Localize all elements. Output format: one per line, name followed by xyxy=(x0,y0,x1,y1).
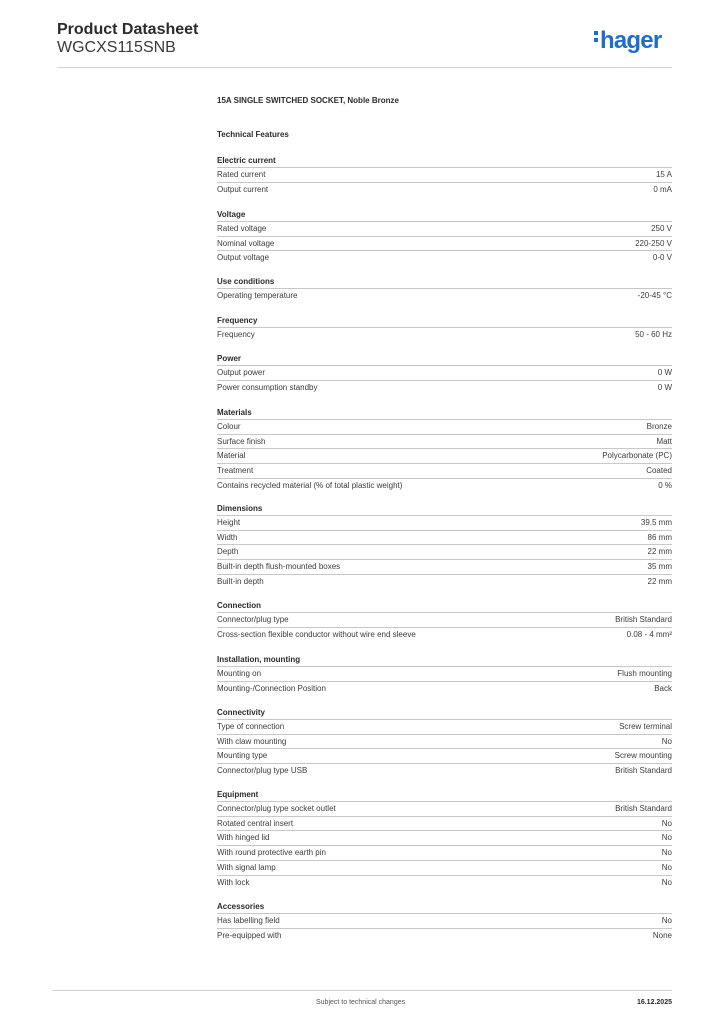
spec-value: 39.5 mm xyxy=(640,518,672,527)
spec-row xyxy=(217,221,672,236)
spec-label: Mounting-/Connection Position xyxy=(217,683,326,693)
spec-label: Treatment xyxy=(217,466,254,476)
spec-row xyxy=(217,327,672,342)
technical-features-title: Technical Features xyxy=(217,130,289,139)
spec-value: British Standard xyxy=(615,766,672,776)
spec-row xyxy=(217,830,672,845)
spec-label: Material xyxy=(217,451,246,461)
spec-row xyxy=(217,627,672,642)
spec-row xyxy=(217,763,672,778)
spec-row xyxy=(217,875,672,890)
spec-row xyxy=(217,559,672,574)
product-name: 15A SINGLE SWITCHED SOCKET, Noble Bronze xyxy=(217,96,399,105)
logo-dots-icon xyxy=(594,31,598,45)
spec-label: With signal lamp xyxy=(217,862,276,872)
spec-value: -20-45 °C xyxy=(637,291,672,300)
spec-label: Contains recycled material (% of total plastic weight) xyxy=(217,480,403,490)
spec-value: 35 mm xyxy=(647,562,672,572)
spec-value: 0 W xyxy=(657,368,672,377)
spec-label: Output voltage xyxy=(217,253,270,263)
spec-value: Back xyxy=(654,683,672,693)
spec-row xyxy=(217,845,672,860)
spec-value: No xyxy=(661,736,672,746)
spec-row xyxy=(217,734,672,749)
spec-row xyxy=(217,860,672,875)
spec-row xyxy=(217,419,672,434)
section-title: Electric current xyxy=(217,156,276,165)
spec-row xyxy=(217,530,672,545)
spec-value: 0.08 - 4 mm² xyxy=(626,629,672,639)
spec-label: Height xyxy=(217,518,241,527)
spec-row xyxy=(217,250,672,265)
spec-row xyxy=(217,288,672,303)
spec-value: Coated xyxy=(646,466,672,476)
spec-value: Matt xyxy=(656,436,672,446)
section-title: Use conditions xyxy=(217,277,275,286)
footer-note: Subject to technical changes xyxy=(316,999,406,1006)
section-title: Materials xyxy=(217,408,252,417)
spec-row xyxy=(217,365,672,380)
logo-text: hager xyxy=(600,27,662,54)
spec-label: Built-in depth flush-mounted boxes xyxy=(217,562,341,572)
spec-value: No xyxy=(661,833,672,843)
spec-value: 15 A xyxy=(655,170,672,179)
spec-row xyxy=(217,666,672,681)
header-divider xyxy=(57,67,672,68)
spec-label: Surface finish xyxy=(217,436,266,446)
spec-label: Connector/plug type socket outlet xyxy=(217,804,336,813)
spec-label: Cross-section flexible conductor without wire end sleeve xyxy=(217,629,416,639)
spec-row xyxy=(217,612,672,627)
spec-label: Pre-equipped with xyxy=(217,930,282,940)
spec-value: 0 mA xyxy=(653,184,672,194)
spec-value: British Standard xyxy=(615,615,672,624)
spec-label: Output power xyxy=(217,368,266,377)
spec-label: Built-in depth xyxy=(217,576,264,586)
section-title: Connectivity xyxy=(217,708,266,717)
spec-value: 22 mm xyxy=(647,547,672,557)
spec-label: Output current xyxy=(217,184,269,194)
spec-row xyxy=(217,478,672,493)
spec-value: 22 mm xyxy=(647,576,672,586)
page-title: Product Datasheet xyxy=(57,21,199,38)
spec-row xyxy=(217,801,672,816)
spec-value: 250 V xyxy=(651,224,672,233)
spec-label: With lock xyxy=(217,877,250,887)
spec-label: Rated voltage xyxy=(217,224,267,233)
spec-row xyxy=(217,748,672,763)
spec-label: With hinged lid xyxy=(217,833,270,843)
section-title: Voltage xyxy=(217,210,246,219)
spec-row xyxy=(217,574,672,589)
section-title: Equipment xyxy=(217,790,259,799)
spec-value: 86 mm xyxy=(647,532,672,542)
spec-row xyxy=(217,236,672,251)
spec-row xyxy=(217,380,672,395)
spec-row xyxy=(217,544,672,559)
spec-row xyxy=(217,515,672,530)
footer-divider xyxy=(52,990,672,991)
spec-row xyxy=(217,719,672,734)
spec-label: Mounting on xyxy=(217,669,262,678)
spec-value: None xyxy=(652,930,672,940)
spec-row xyxy=(217,434,672,449)
spec-value: No xyxy=(661,818,672,828)
section-title: Connection xyxy=(217,601,261,610)
spec-label: Has labelling field xyxy=(217,916,280,925)
spec-label: Frequency xyxy=(217,330,255,339)
spec-value: 0 W xyxy=(657,382,672,392)
spec-row xyxy=(217,681,672,696)
spec-row xyxy=(217,448,672,463)
spec-label: Type of connection xyxy=(217,722,285,731)
spec-value: No xyxy=(661,877,672,887)
spec-row xyxy=(217,816,672,831)
spec-value: Polycarbonate (PC) xyxy=(602,451,672,461)
spec-value: No xyxy=(661,916,672,925)
spec-label: With round protective earth pin xyxy=(217,848,326,858)
spec-value: British Standard xyxy=(615,804,672,813)
spec-value: 0-0 V xyxy=(652,253,672,263)
hager-logo xyxy=(594,27,661,55)
section-title: Dimensions xyxy=(217,504,263,513)
spec-row xyxy=(217,913,672,928)
spec-label: Operating temperature xyxy=(217,291,298,300)
spec-value: Screw terminal xyxy=(619,722,672,731)
spec-label: Colour xyxy=(217,422,241,431)
section-title: Power xyxy=(217,354,242,363)
spec-value: 220-250 V xyxy=(635,238,672,248)
spec-value: Flush mounting xyxy=(617,669,672,678)
spec-value: No xyxy=(661,862,672,872)
spec-label: Nominal voltage xyxy=(217,238,275,248)
spec-row xyxy=(217,167,672,182)
spec-label: Width xyxy=(217,532,238,542)
spec-row xyxy=(217,182,672,197)
spec-label: Rotated central insert xyxy=(217,818,294,828)
section-title: Installation, mounting xyxy=(217,655,301,664)
spec-row xyxy=(217,463,672,478)
spec-label: Depth xyxy=(217,547,239,557)
spec-label: With claw mounting xyxy=(217,736,287,746)
spec-label: Power consumption standby xyxy=(217,382,318,392)
section-title: Frequency xyxy=(217,316,258,325)
spec-value: 50 - 60 Hz xyxy=(635,330,672,339)
spec-label: Rated current xyxy=(217,170,266,179)
spec-value: 0 % xyxy=(658,480,672,490)
spec-row xyxy=(217,928,672,943)
spec-label: Mounting type xyxy=(217,751,268,761)
section-title: Accessories xyxy=(217,902,265,911)
product-code: WGCXS115SNB xyxy=(57,39,176,56)
spec-value: Screw mounting xyxy=(614,751,672,761)
spec-value: Bronze xyxy=(646,422,672,431)
spec-label: Connector/plug type xyxy=(217,615,289,624)
footer-date: 16.12.2025 xyxy=(636,999,672,1006)
spec-value: No xyxy=(661,848,672,858)
spec-label: Connector/plug type USB xyxy=(217,766,308,776)
